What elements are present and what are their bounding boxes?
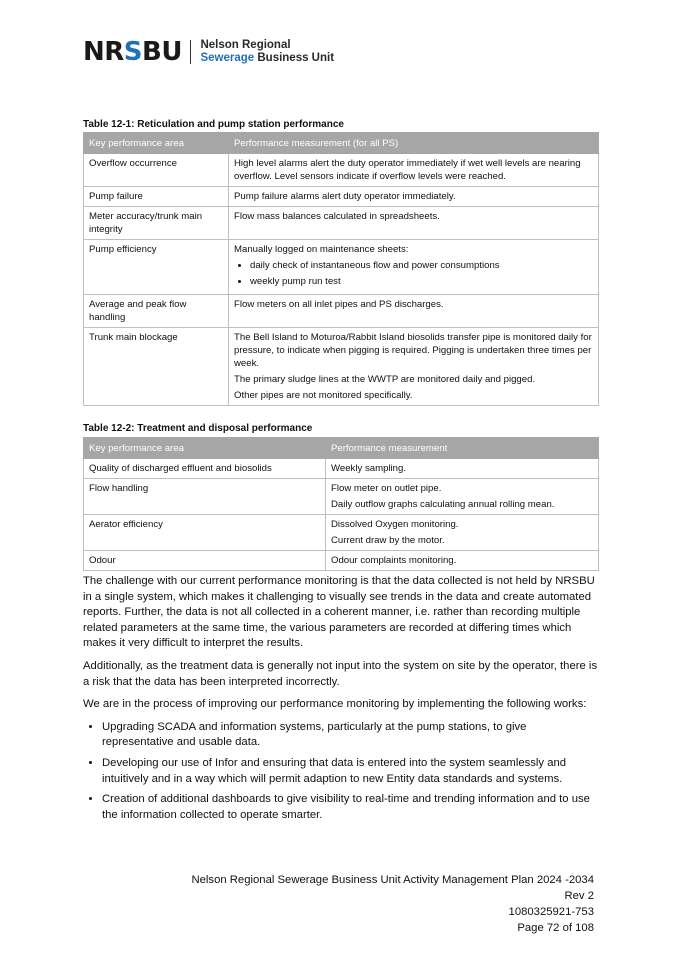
- table-cell: [326, 515, 599, 551]
- list-item: • Creation of additional dashboards to give visibility to real-time and trending information and to use the information collected to operate smarter.: [102, 792, 599, 823]
- table-12-1-caption: Table 12-1: Reticulation and pump station performance: [83, 119, 344, 130]
- column-header: Performance measurement (for all PS): [229, 133, 599, 154]
- page-footer: [191, 872, 594, 936]
- cell-bullet-list: [234, 259, 593, 288]
- table-reticulation-performance: [83, 132, 599, 406]
- table-row: [84, 154, 599, 187]
- table-cell: [326, 479, 599, 515]
- cell-paragraph: Dissolved Oxygen monitoring.: [331, 519, 459, 530]
- body-paragraph: We are in the process of improving our performance monitoring by implementing the following works:: [83, 698, 587, 711]
- logo-divider: [190, 40, 192, 64]
- table-header-row: [84, 133, 599, 154]
- logo-org-name: Nelson Regional Sewerage Business Unit: [200, 39, 335, 64]
- table-row: [84, 479, 599, 515]
- table-cell: Trunk main blockage: [84, 328, 229, 406]
- footer-revision: Rev 2: [564, 890, 594, 902]
- table-header-row: [84, 438, 599, 459]
- table-row: [84, 551, 599, 571]
- table-row: [84, 515, 599, 551]
- table-row: [84, 187, 599, 207]
- table-cell: Meter accuracy/trunk main integrity: [84, 207, 229, 240]
- table-cell: [229, 240, 599, 295]
- improvement-list: [83, 720, 599, 824]
- table-row: [84, 207, 599, 240]
- list-item: • Upgrading SCADA and information systems, particularly at the pump stations, to give representative and usable data.: [102, 720, 599, 751]
- table-cell: Flow meters on all inlet pipes and PS discharges.: [229, 295, 599, 328]
- cell-paragraph: The Bell Island to Moturoa/Rabbit Island biosolids transfer pipe is monitored daily for pressure, to indicate when pigging is required. Pigging is undertaken three times per week.: [234, 332, 592, 369]
- cell-paragraph: Current draw by the motor.: [331, 535, 445, 546]
- table-row: [84, 328, 599, 406]
- table-cell: Odour complaints monitoring.: [326, 551, 599, 571]
- body-text: [83, 574, 599, 828]
- table-cell: Odour: [84, 551, 326, 571]
- nrsbu-logo: [83, 38, 334, 66]
- table-cell: Flow mass balances calculated in spreadsheets.: [229, 207, 599, 240]
- table-cell: Pump failure alarms alert duty operator immediately.: [229, 187, 599, 207]
- table-cell: Average and peak flow handling: [84, 295, 229, 328]
- cell-paragraph: Other pipes are not monitored specifically.: [234, 390, 413, 401]
- table-cell: Flow handling: [84, 479, 326, 515]
- table-treatment-performance: [83, 437, 599, 571]
- list-item: • Developing our use of Infor and ensuring that data is entered into the system seamlessly and intuitively and in a way which will permit adaption to new Entity data standards and systems.: [102, 756, 599, 787]
- list-item: • daily check of instantaneous flow and power consumptions: [250, 259, 593, 272]
- footer-document-title: Nelson Regional Sewerage Business Unit Activity Management Plan 2024 -2034: [191, 874, 594, 886]
- cell-paragraph: Daily outflow graphs calculating annual rolling mean.: [331, 499, 555, 510]
- logo-wordmark: NRSBU: [83, 37, 182, 67]
- table-row: [84, 459, 599, 479]
- column-header: Key performance area: [84, 438, 326, 459]
- table-cell: Aerator efficiency: [84, 515, 326, 551]
- column-header: Key performance area: [84, 133, 229, 154]
- list-item: • weekly pump run test: [250, 275, 593, 288]
- table-cell: [229, 328, 599, 406]
- table-cell: Overflow occurrence: [84, 154, 229, 187]
- cell-paragraph: The primary sludge lines at the WWTP are monitored daily and pigged.: [234, 374, 536, 385]
- table-cell: Weekly sampling.: [326, 459, 599, 479]
- cell-paragraph: Flow meter on outlet pipe.: [331, 483, 442, 494]
- table-12-2-caption: Table 12-2: Treatment and disposal performance: [83, 423, 313, 434]
- cell-paragraph: Manually logged on maintenance sheets:: [234, 244, 409, 255]
- footer-document-id: 1080325921-753: [508, 906, 594, 918]
- footer-page-number: Page 72 of 108: [517, 922, 594, 934]
- table-cell: Pump efficiency: [84, 240, 229, 295]
- body-paragraph: The challenge with our current performance monitoring is that the data collected is not held by NRSBU in a single system, which makes it challenging to visually see trends in the data and create automated reports. Further, the data is not all collected in a coherent manner, i.e. rather than recording multiple related parameters at the same time, the various parameters are recorded at differing times which makes it very difficult to interpret the results.: [83, 575, 595, 650]
- column-header: Performance measurement: [326, 438, 599, 459]
- table-cell: High level alarms alert the duty operator immediately if wet well levels are nearing overflow. Level sensors indicate if overflow levels were reached.: [229, 154, 599, 187]
- table-cell: Pump failure: [84, 187, 229, 207]
- table-cell: Quality of discharged effluent and biosolids: [84, 459, 326, 479]
- body-paragraph: Additionally, as the treatment data is generally not input into the system on site by the operator, there is a risk that the data has been interpreted incorrectly.: [83, 659, 598, 688]
- table-row: [84, 295, 599, 328]
- table-row: [84, 240, 599, 295]
